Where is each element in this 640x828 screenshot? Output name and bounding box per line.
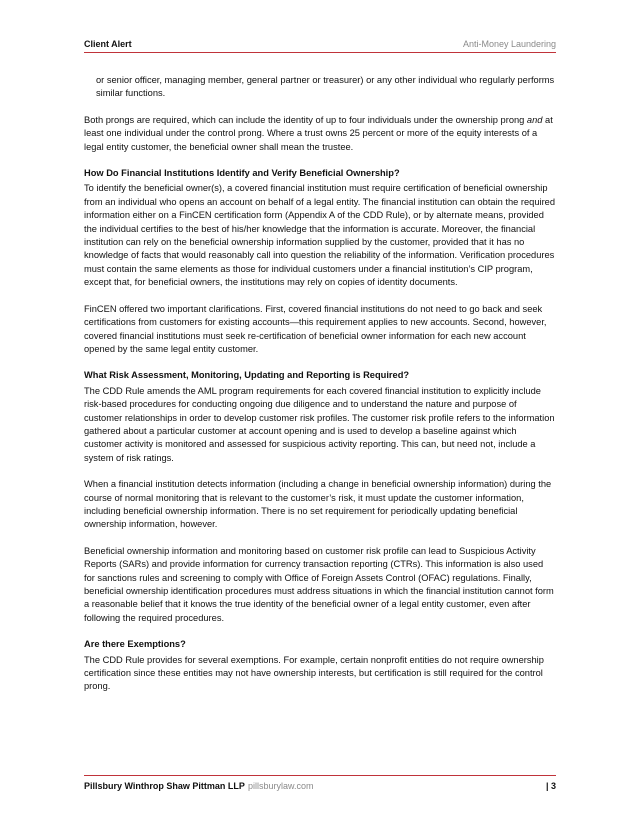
prongs-paragraph: Both prongs are required, which can include the identity of up to four individuals under the ownership prong and at least one individual under the control prong. Where a trust owns 25 percent or more of the equity interests of a legal entity customer, the beneficial owner shall mean the trustee. [84, 114, 553, 152]
continued-paragraph: or senior officer, managing member, general partner or treasurer) or any other individual who regularly performs similar functions. [96, 75, 555, 99]
sars-paragraph: Beneficial ownership information and monitoring based on customer risk profile can lead to Suspicious Activity Reports (SARs) and provide information for currency transaction reporting (CTRs). This information is also used for sanctions rules and screening to comply with Office of Foreign Assets Control (OFAC) regulations. Finally, beneficial ownership identification procedures must address situations in which the financial institution cannot form a reasonable belief that it knows the true identity of the beneficial owner of a legal entity customer, even after following the required procedures. [84, 545, 554, 623]
heading-identify-verify: How Do Financial Institutions Identify and Verify Beneficial Ownership? [84, 168, 400, 179]
detects-paragraph: When a financial institution detects information (including a change in beneficial ownership information) during the course of normal monitoring that is relevant to the customer’s risk, it must update the customer information, including beneficial ownership information. There is no set requirement for periodically updating beneficial ownership information, however. [84, 479, 552, 530]
document-body [84, 74, 556, 707]
page-header [84, 38, 556, 50]
footer-divider [84, 775, 556, 776]
identify-paragraph: To identify the beneficial owner(s), a covered financial institution must require certification of beneficial ownership from an individual who opens an account on behalf of a legal entity. The financial institution can obtain the required information either on a FinCEN certification form (Appendix A of the CDD Rule), or by alternate means, provided the individual certifies to the best of his/her knowledge that the information is accurate. Moreover, the financial institution can rely on the beneficial ownership information supplied by the customer, provided that it has no knowledge of facts that would reasonably call into question the reliability of the information. Verification procedures must contain the same elements as those for individual customers under a financial institution’s CIP program, except that, for beneficial owners, the institutions may rely on copies of identity documents. [84, 183, 556, 288]
fincen-paragraph: FinCEN offered two important clarifications. First, covered financial institutions do not need to go back and seek certifications from customers for existing accounts—this requirement applies to new accounts. Second, however, covered financial institutions must seek re-certification of beneficial owner information for each new account opened by the same legal entity customer. [84, 303, 547, 354]
header-title: Client Alert [84, 39, 132, 49]
risk-paragraph: The CDD Rule amends the AML program requirements for each covered financial institution to explicitly include risk-based procedures for conducting ongoing due diligence and to understand the nature and purpose of customer relationships in order to develop customer risk profiles. The customer risk profile refers to the information gathered about a particular customer at account opening and is used to develop a baseline against which customer activity is monitored and assessed for suspicious activity reporting. This can, but need not, include a system of risk ratings. [84, 385, 555, 463]
header-topic: Anti-Money Laundering [462, 39, 556, 49]
page-number: | 3 [545, 781, 556, 791]
footer-firm-name: Pillsbury Winthrop Shaw Pittman LLP [84, 781, 245, 791]
emphasis-and: and [526, 114, 543, 125]
exemptions-paragraph: The CDD Rule provides for several exemptions. For example, certain nonprofit entities do not require ownership certification since these entities may not have ownership interests, but certification is still required for the control prong. [84, 654, 544, 692]
heading-exemptions: Are there Exemptions? [84, 639, 186, 650]
header-divider [84, 52, 556, 53]
page-footer [84, 780, 556, 792]
footer-website: pillsburylaw.com [247, 781, 314, 791]
heading-risk-assessment: What Risk Assessment, Monitoring, Updating and Reporting is Required? [84, 370, 410, 381]
